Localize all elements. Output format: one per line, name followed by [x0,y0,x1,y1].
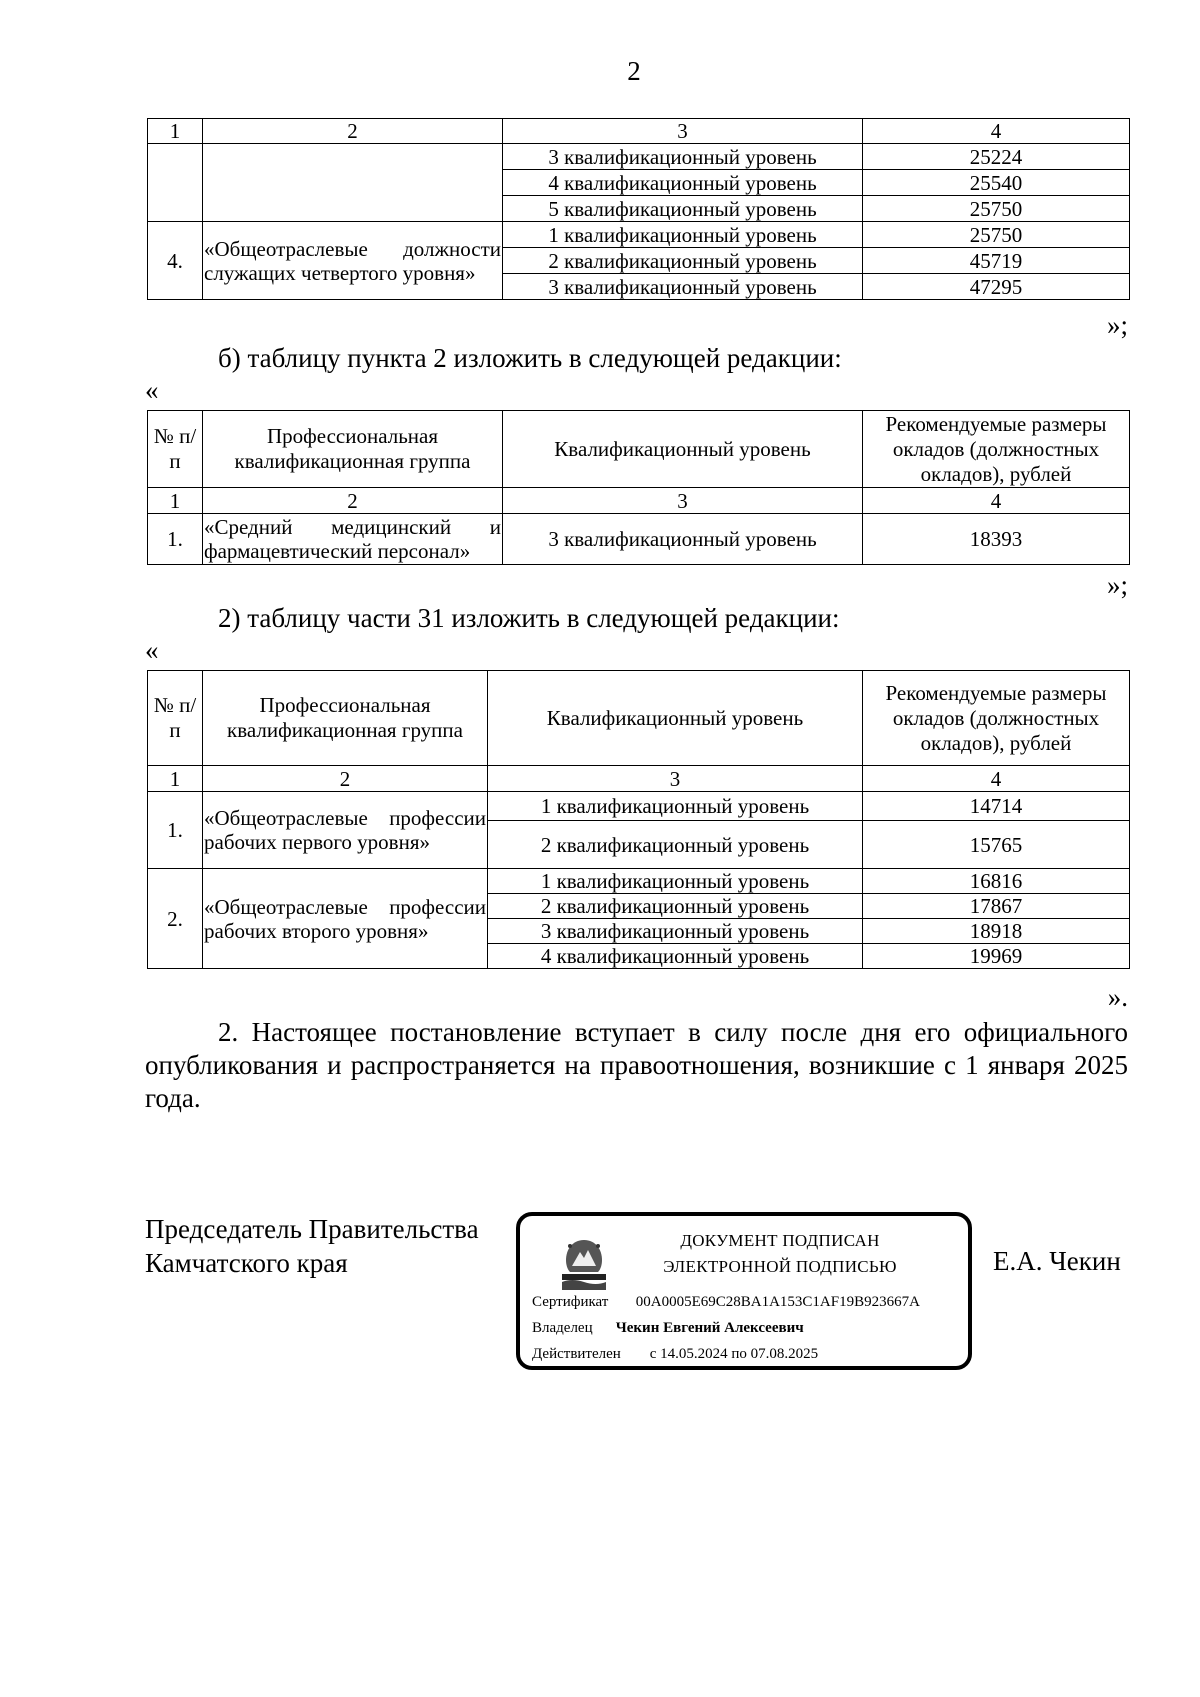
salary-cell: 25750 [863,196,1130,222]
electronic-signature-stamp [516,1212,972,1370]
salary-cell: 25224 [863,144,1130,170]
level-cell: 3 квалификационный уровень [503,144,863,170]
level-cell: 2 квалификационный уровень [488,821,863,869]
col-number: 4 [863,119,1130,144]
final-paragraph: 2. Настоящее постановление вступает в силу после дня его официального опубликования и распространяется на правоотношения, возникшие с 1 января 2025 года. [145,1017,1128,1113]
header-num: № п/п [148,411,203,488]
page-number: 2 [627,56,641,86]
header-salary: Рекомендуемые размеры окладов (должностных окладов), рублей [863,671,1130,766]
col-number: 3 [503,488,863,514]
salary-cell: 45719 [863,248,1130,274]
opening-quote: « [145,375,159,405]
opening-quote: « [145,635,159,665]
header-num: № п/п [148,671,203,766]
salary-cell: 18393 [863,514,1130,565]
salary-cell: 25540 [863,170,1130,196]
group-num-cell: 1. [148,514,203,565]
level-cell: 3 квалификационный уровень [503,274,863,300]
col-number: 2 [203,488,503,514]
signer-title-line: Председатель Правительства [145,1214,479,1244]
column-numbers-row [148,766,1130,792]
col-number: 3 [488,766,863,792]
signer-name: Е.А. Чекин [993,1246,1121,1276]
salary-cell: 17867 [863,894,1130,919]
col-number: 2 [203,119,503,144]
stamp-certificate-value: 00A0005E69C28BA1A153C1AF19B923667A [635,1294,920,1310]
group-name-cell: «Общеотраслевые профессии рабочих второго уровня» [203,869,488,969]
col-number: 3 [503,119,863,144]
col-number: 1 [148,488,203,514]
stamp-heading [630,1228,930,1280]
stamp-heading-line: ДОКУМЕНТ ПОДПИСАН [680,1231,880,1250]
closing-quote: ». [1107,982,1128,1012]
level-cell: 3 квалификационный уровень [488,919,863,944]
salary-cell: 19969 [863,944,1130,969]
kamchatka-emblem-icon [558,1236,610,1294]
stamp-label: Сертификат [532,1294,609,1310]
group-num-cell: 1. [148,792,203,869]
salary-cell: 16816 [863,869,1130,894]
group-num-cell: 4. [148,222,203,300]
table-row [148,514,1130,565]
closing-quote: »; [1106,570,1128,600]
empty-num-cell [148,144,203,222]
salary-table-c [147,670,1130,969]
col-number: 1 [148,119,203,144]
stamp-owner-row [532,1320,804,1337]
level-cell: 1 квалификационный уровень [503,222,863,248]
stamp-certificate-row [532,1294,920,1311]
salary-cell: 15765 [863,821,1130,869]
empty-group-cell [203,144,503,222]
header-level: Квалификационный уровень [503,411,863,488]
salary-cell: 25750 [863,222,1130,248]
level-cell: 2 квалификационный уровень [503,248,863,274]
column-numbers-row [148,488,1130,514]
col-number: 2 [203,766,488,792]
signer-title-line: Камчатского края [145,1248,348,1278]
level-cell: 2 квалификационный уровень [488,894,863,919]
stamp-validity-row [532,1346,818,1363]
level-cell: 5 квалификационный уровень [503,196,863,222]
closing-quote: »; [1106,310,1128,340]
stamp-owner-value: Чекин Евгений Алексеевич [615,1320,804,1336]
group-name-cell: «Средний медицинский и фармацевтический персонал» [204,515,501,563]
header-row [148,671,1130,766]
group-num-cell: 2. [148,869,203,969]
stamp-label: Владелец [532,1320,593,1336]
level-cell: 1 квалификационный уровень [488,869,863,894]
table-row [148,222,1130,248]
table-row [148,792,1130,821]
stamp-label: Действителен [532,1346,621,1362]
header-group: Профессиональная квалификационная группа [203,671,488,766]
level-cell: 3 квалификационный уровень [503,514,863,565]
stamp-validity-value: с 14.05.2024 по 07.08.2025 [649,1346,819,1362]
group-name-cell: «Общеотраслевые профессии рабочих первого уровня» [203,792,488,869]
col-number: 4 [863,766,1130,792]
salary-cell: 47295 [863,274,1130,300]
table-row [148,869,1130,894]
paragraph-2: 2) таблицу части 31 изложить в следующей редакции: [218,603,840,633]
salary-cell: 14714 [863,792,1130,821]
col-number: 1 [148,766,203,792]
header-row [148,411,1130,488]
group-name-cell: «Общеотраслевые должности служащих четвертого уровня» [203,222,503,300]
level-cell: 1 квалификационный уровень [488,792,863,821]
col-number: 4 [863,488,1130,514]
salary-table-b [147,410,1130,565]
table-row [148,144,1130,170]
paragraph-b: б) таблицу пункта 2 изложить в следующей редакции: [218,343,842,373]
signer-title [145,1212,479,1280]
header-group: Профессиональная квалификационная группа [203,411,503,488]
level-cell: 4 квалификационный уровень [503,170,863,196]
header-level: Квалификационный уровень [488,671,863,766]
column-numbers-row [148,119,1130,144]
stamp-heading-line: ЭЛЕКТРОННОЙ ПОДПИСЬЮ [663,1257,897,1276]
level-cell: 4 квалификационный уровень [488,944,863,969]
salary-cell: 18918 [863,919,1130,944]
salary-table-continuation [147,118,1130,300]
header-salary: Рекомендуемые размеры окладов (должностных окладов), рублей [863,411,1130,488]
